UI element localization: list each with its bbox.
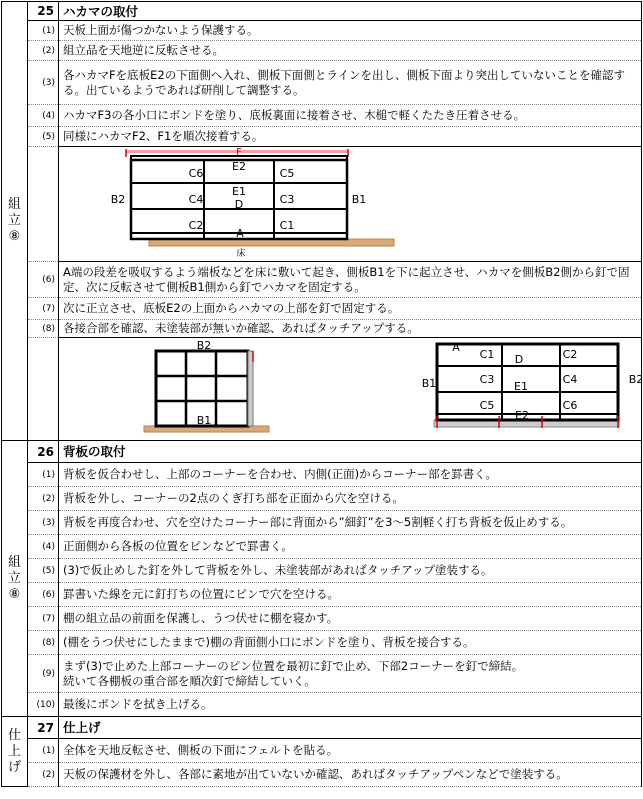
label-c2: C2 — [562, 348, 578, 361]
step-text: (3)で仮止めした釘を外して背板を外し、未塗装部があればタッチアップ塗装する。 — [59, 559, 642, 583]
step-text: 正面側から各板の位置をピンなどで罫書く。 — [59, 535, 642, 559]
step-number: (1) — [28, 21, 59, 41]
figure-cell-2 — [59, 338, 642, 441]
side-char: 立 — [7, 570, 21, 586]
step-number: (2) — [28, 487, 59, 511]
step-text-line1: まず(3)で止めた上部コーナーのピン位置を最初に釘で止め、下部2コーナーを釘で締結。 — [63, 658, 524, 673]
label-c4: C4 — [562, 373, 578, 386]
label-b2: B2 — [196, 339, 212, 352]
side-char: ⑧ — [8, 229, 21, 244]
step-number: (7) — [28, 607, 59, 631]
side-char: げ — [7, 759, 21, 775]
shelf-upside-down-figure — [59, 147, 643, 257]
step-number: (6) — [28, 262, 59, 298]
step-number: (1) — [28, 739, 59, 763]
section-title: 仕上げ — [59, 717, 642, 739]
step-text: 棚の組立品の前面を保護し、うつ伏せに棚を寝かす。 — [59, 607, 642, 631]
step-number: (3) — [28, 511, 59, 535]
label-e2: E2 — [232, 160, 246, 173]
step-text: 次に正立させ、底板E2の上面からハカマの上部を釘で固定する。 — [59, 298, 642, 320]
side-char: 仕 — [7, 727, 21, 743]
step-text: 各ハカマFを底板E2の下面側へ入れ、側板下面側とラインを出し、側板下面より突出していないことを確認する。出ているようであれば研削して調整する。 — [59, 61, 642, 105]
figure-number-cell — [28, 338, 59, 441]
label-b1: B1 — [196, 414, 212, 427]
section-number: 25 — [28, 2, 59, 21]
label-b2: B2 — [110, 193, 126, 206]
step-number: (9) — [28, 655, 59, 693]
assembly-instructions-table — [1, 1, 642, 787]
step-text: 天板の保護材を外し、各部に素地が出ていないか確認、あればタッチアップペンなどで塗装する。 — [59, 763, 642, 787]
step-text: 各接合部を確認、未塗装部が無いか確認、あればタッチアップする。 — [59, 320, 642, 338]
step-text: 最後にボンドを拭き上げる。 — [59, 693, 642, 717]
step-number: (3) — [28, 61, 59, 105]
step-text: (棚をうつ伏せにしたままで)棚の背面側小口にボンドを塗り、背板を接合する。 — [59, 631, 642, 655]
label-b1: B1 — [351, 193, 367, 206]
step-text: A端の段差を吸収するよう端板などを床に敷いて起き、側板B1を下に起立させ、ハカマを側板B2側から釘で固定、次に反転させて側板B1側から釘でハカマを固定する。 — [59, 262, 642, 298]
side-char: 組 — [7, 554, 21, 570]
step-text: 同様にハカマF2、F1を順次接着する。 — [59, 127, 642, 147]
side-char: 組 — [7, 197, 21, 212]
label-c6: C6 — [562, 399, 578, 412]
step-text-multiline — [59, 655, 642, 693]
step-text: 罫書いた線を元に釘打ちの位置にピンで穴を空ける。 — [59, 583, 642, 607]
label-a: A — [236, 227, 244, 240]
label-c3: C3 — [479, 373, 495, 386]
step-text: 背板を再度合わせ、穴を空けたコーナー部に背面から”細釘”を3～5割軽く打ち背板を仮止めする。 — [59, 511, 642, 535]
shelf-side-and-back-figures — [59, 338, 643, 436]
step-number: (5) — [28, 127, 59, 147]
label-c5: C5 — [279, 167, 295, 180]
label-c4: C4 — [188, 193, 204, 206]
label-c1: C1 — [279, 219, 295, 232]
label-f: F — [236, 147, 242, 158]
label-c3: C3 — [279, 193, 295, 206]
section-title: ハカマの取付 — [59, 2, 642, 21]
step-text: 背板を外し、コーナーの2点のくぎ打ち部を正面から穴を空ける。 — [59, 487, 642, 511]
step-number: (4) — [28, 535, 59, 559]
section-title: 背板の取付 — [59, 441, 642, 463]
step-number: (8) — [28, 320, 59, 338]
label-b1: B1 — [421, 377, 437, 390]
label-e1: E1 — [514, 380, 528, 393]
step-text: ハカマF3の各小口にボンドを塗り、底板裏面に接着させ、木槌で軽くたたき圧着させる。 — [59, 105, 642, 127]
section-side-label-25 — [2, 2, 28, 441]
step-number: (4) — [28, 105, 59, 127]
section-side-label-26 — [2, 441, 28, 717]
side-char: 立 — [7, 213, 21, 228]
step-number: (7) — [28, 298, 59, 320]
step-number: (2) — [28, 41, 59, 61]
step-text: 全体を天地反転させ、側板の下面にフェルトを貼る。 — [59, 739, 642, 763]
label-d: D — [234, 198, 244, 211]
label-d: D — [514, 353, 524, 366]
label-b2: B2 — [628, 373, 643, 386]
step-number: (5) — [28, 559, 59, 583]
label-c6: C6 — [188, 167, 204, 180]
step-number: (10) — [28, 693, 59, 717]
section-number: 27 — [28, 717, 59, 739]
label-floor: 床 — [236, 249, 246, 257]
step-text: 背板を仮合わせし、上部のコーナーを合わせ、内側(正面)からコーナー部を罫書く。 — [59, 463, 642, 487]
label-e2: E2 — [515, 409, 529, 422]
label-c1: C1 — [479, 348, 495, 361]
step-number: (6) — [28, 583, 59, 607]
side-view-hakama — [248, 351, 253, 426]
step-text-line2: 続いて各棚板の重合部を順次釘で締結していく。 — [63, 673, 316, 688]
side-char: ⑧ — [8, 586, 21, 602]
section-side-label-27 — [2, 717, 28, 787]
label-c5: C5 — [479, 399, 495, 412]
label-c2: C2 — [188, 219, 204, 232]
side-char: 上 — [7, 743, 21, 759]
label-e1: E1 — [232, 185, 246, 198]
step-number: (2) — [28, 763, 59, 787]
figure-cell-1 — [59, 147, 642, 262]
step-text: 天板上面が傷つかないよう保護する。 — [59, 21, 642, 41]
figure-number-cell — [28, 147, 59, 262]
step-number: (8) — [28, 631, 59, 655]
step-number: (1) — [28, 463, 59, 487]
section-number: 26 — [28, 441, 59, 463]
step-text: 組立品を天地逆に反転させる。 — [59, 41, 642, 61]
label-a: A — [452, 341, 460, 354]
